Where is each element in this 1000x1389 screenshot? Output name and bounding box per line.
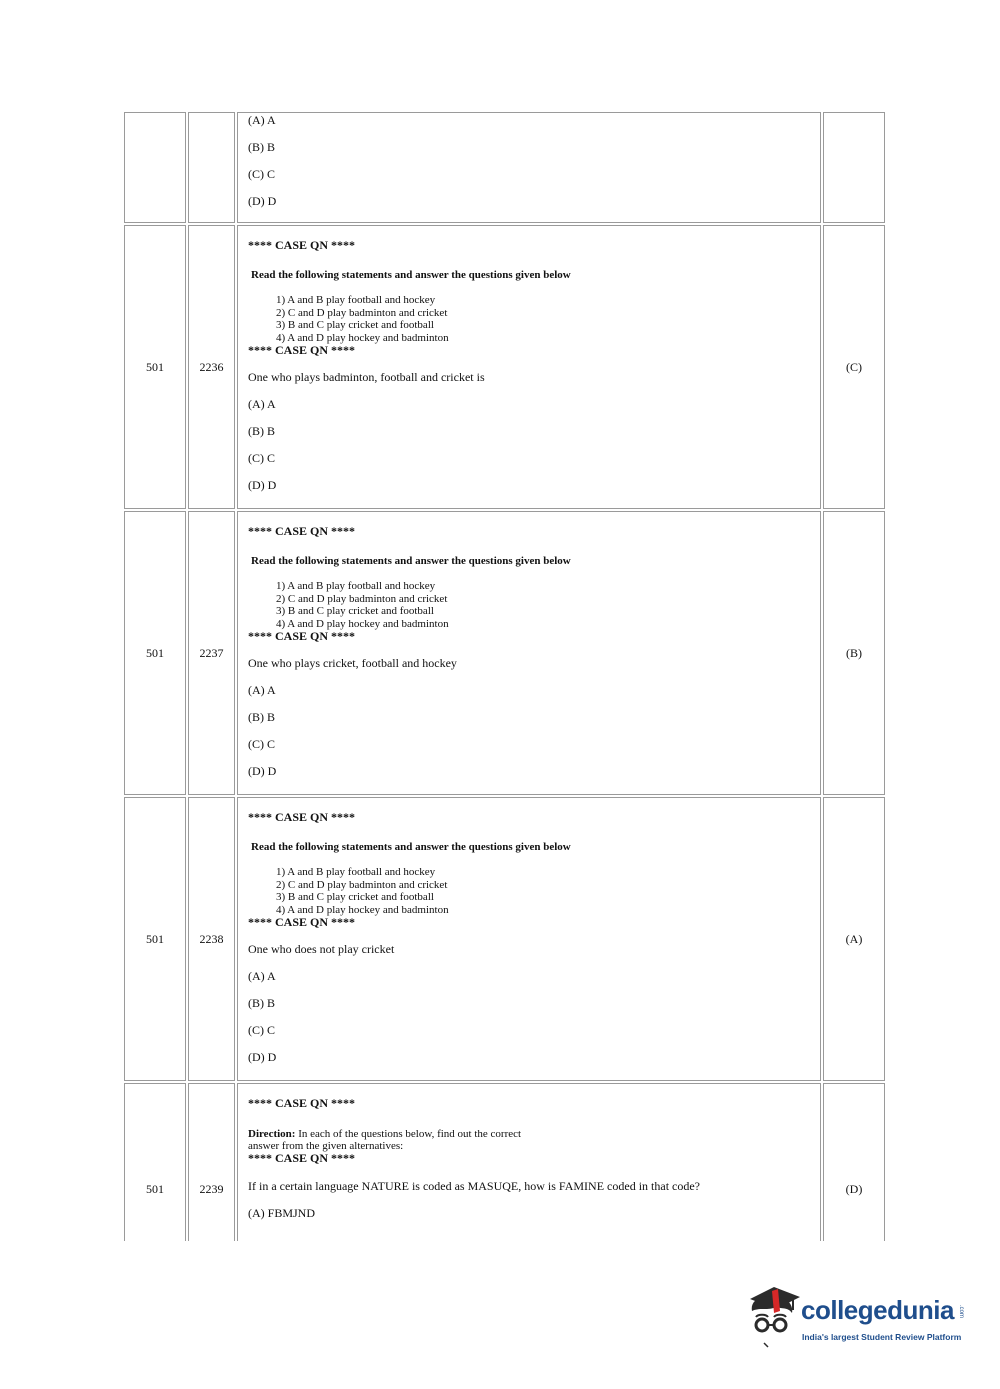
option-a: (A) A — [248, 969, 276, 984]
table-row — [124, 511, 885, 795]
subject-code-cell: 501 — [124, 1083, 186, 1241]
answer-cell: (B) — [823, 511, 885, 795]
table-row — [124, 797, 885, 1081]
statement-list — [276, 294, 820, 344]
option-a: (A) FBMJND — [248, 1206, 316, 1220]
subject-code-cell — [124, 112, 186, 223]
case-header: **** CASE QN **** — [248, 524, 356, 538]
question-cell — [237, 112, 821, 223]
case-header: **** CASE QN **** — [248, 1096, 356, 1110]
question-text: One who does not play cricket — [248, 942, 395, 957]
statement-item: 3) B and C play cricket and football — [276, 605, 434, 618]
table-row — [124, 112, 885, 223]
case-footer: **** CASE QN **** — [248, 1151, 356, 1165]
statement-item: 4) A and D play hockey and badminton — [276, 903, 449, 916]
statement-item: 2) C and D play badminton and cricket — [276, 306, 448, 319]
answer-cell: (D) — [823, 1083, 885, 1241]
logo-tagline: India's largest Student Review Platform — [802, 1332, 962, 1342]
direction-label: Direction: — [248, 1128, 296, 1140]
direction-text: Direction: In each of the questions below, find out the correct answer from the given alternatives: — [248, 1128, 522, 1152]
option-a: (A) A — [248, 113, 276, 127]
question-sheet — [122, 110, 886, 1241]
option-d: (D) D — [248, 194, 277, 208]
question-number-cell: 2239 — [188, 1083, 235, 1241]
option-c: (C) C — [248, 737, 275, 752]
instruction-text: Read the following statements and answer the questions given below — [251, 555, 571, 567]
case-header: **** CASE QN **** — [248, 238, 356, 252]
statement-item: 3) B and C play cricket and football — [276, 319, 434, 332]
question-number-cell: 2238 — [188, 797, 235, 1081]
case-header: **** CASE QN **** — [248, 810, 356, 824]
question-number-cell: 2237 — [188, 511, 235, 795]
answer-cell: (C) — [823, 225, 885, 509]
statement-item: 2) C and D play badminton and cricket — [276, 878, 448, 891]
case-footer: **** CASE QN **** — [248, 343, 356, 358]
table-row — [124, 225, 885, 509]
questions-table — [122, 110, 886, 1241]
case-footer: **** CASE QN **** — [248, 629, 356, 644]
option-b: (B) B — [248, 996, 275, 1011]
question-cell — [237, 511, 821, 795]
question-cell — [237, 225, 821, 509]
option-a: (A) A — [248, 397, 276, 412]
case-footer: **** CASE QN **** — [248, 915, 356, 930]
subject-code-cell: 501 — [124, 225, 186, 509]
question-text: One who plays badminton, football and cricket is — [248, 370, 485, 385]
instruction-text: Read the following statements and answer the questions given below — [251, 841, 571, 853]
option-d: (D) D — [248, 478, 277, 493]
logo-wordmark: collegedunia — [801, 1295, 954, 1325]
option-b: (B) B — [248, 140, 275, 154]
option-a: (A) A — [248, 683, 276, 698]
answer-cell: (A) — [823, 797, 885, 1081]
statement-item: 4) A and D play hockey and badminton — [276, 331, 449, 344]
subject-code-cell: 501 — [124, 797, 186, 1081]
question-cell — [237, 797, 821, 1081]
subject-code-cell: 501 — [124, 511, 186, 795]
statement-list — [276, 580, 820, 630]
option-c: (C) C — [248, 167, 275, 181]
question-text: If in a certain language NATURE is coded as MASUQE, how is FAMINE coded in that code? — [248, 1179, 701, 1193]
option-c: (C) C — [248, 1023, 275, 1038]
question-number-cell — [188, 112, 235, 223]
question-text: One who plays cricket, football and hockey — [248, 656, 457, 671]
option-b: (B) B — [248, 710, 275, 725]
statement-item: 2) C and D play badminton and cricket — [276, 592, 448, 605]
option-d: (D) D — [248, 1050, 277, 1065]
logo-suffix: .com — [958, 1305, 964, 1319]
option-c: (C) C — [248, 451, 275, 466]
statement-item: 1) A and B play football and hockey — [276, 294, 436, 306]
question-number-cell: 2236 — [188, 225, 235, 509]
option-d: (D) D — [248, 764, 277, 779]
statement-list — [276, 866, 820, 916]
answer-cell — [823, 112, 885, 223]
table-row — [124, 1083, 885, 1241]
option-b: (B) B — [248, 424, 275, 439]
statement-item: 1) A and B play football and hockey — [276, 866, 436, 878]
statement-item: 3) B and C play cricket and football — [276, 891, 434, 904]
statement-item: 1) A and B play football and hockey — [276, 580, 436, 592]
instruction-text: Read the following statements and answer the questions given below — [251, 269, 571, 281]
statement-item: 4) A and D play hockey and badminton — [276, 617, 449, 630]
question-cell — [237, 1083, 821, 1241]
